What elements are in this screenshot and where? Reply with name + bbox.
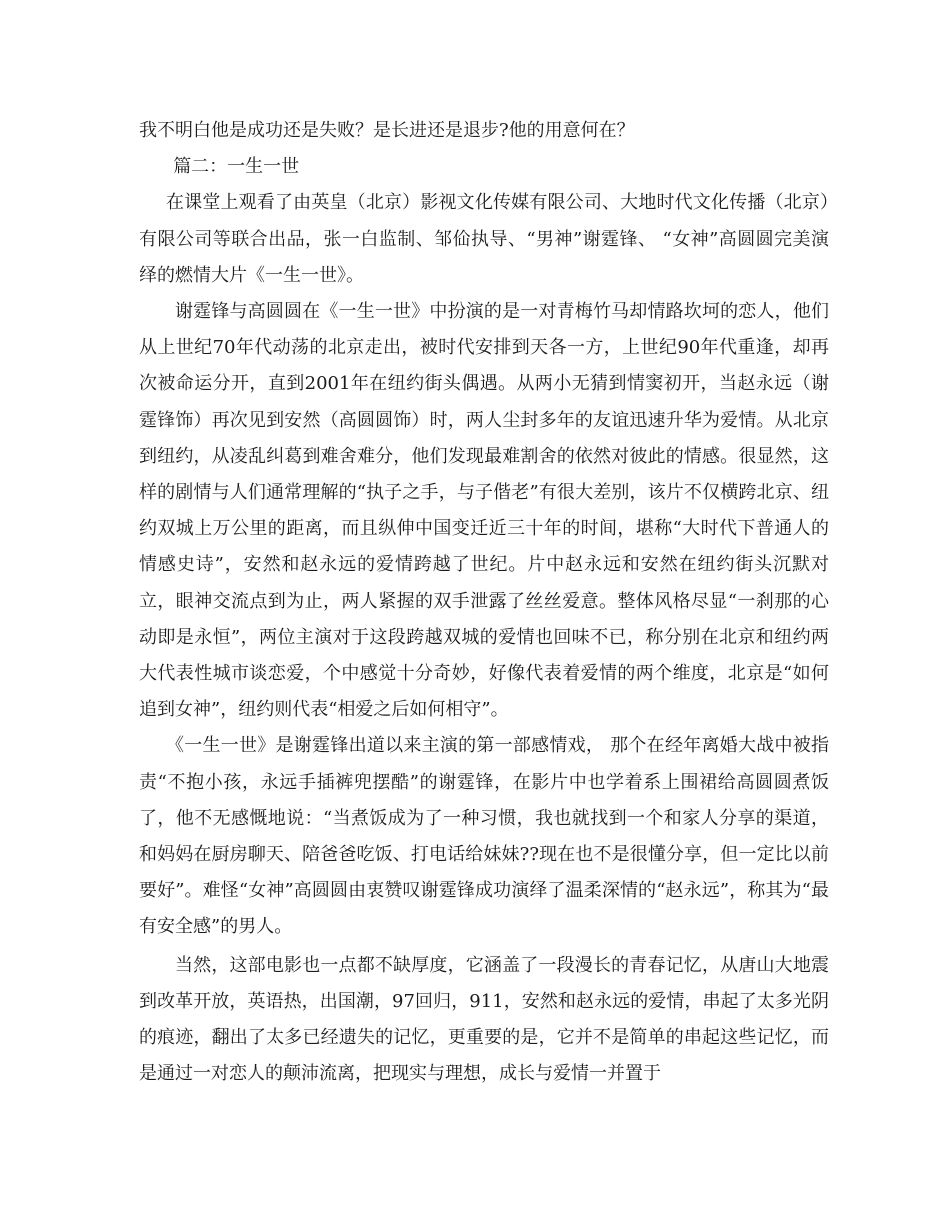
section-heading: 篇二：一生一世 [173,156,300,178]
paragraph-intro: 在课堂上观看了由英皇（北京）影视文化传媒有限公司、大地时代文化传播（北京）有限公司等联合出品，张一白监制、邹佡执导、“男神”谢霆锋、 “女神”高圆圆完美演绎的燃情大片《一生一世》。 [139,192,829,286]
paragraph-depth: 当然，这部电影也一点都不缺厚度，它涵盖了一段漫长的青春记忆，从唐山大地震到改革开放，英语热，出国潮，97回归，911，安然和赵永远的爱情，串起了太多光阴的痕迹，翻出了太多已经遗失的记忆，更重要的是，它并不是简单的串起这些记忆，而是通过一对恋人的颠沛流离，把现实与理想，成长与爱情一并置于 [139,954,829,1085]
document-body [139,113,829,1092]
paragraph-actor: 《一生一世》是谢霆锋出道以来主演的第一部感情戏， 那个在经年离婚大战中被指责“不抱小孩，永远手插裤兜摆酷”的谢霆锋，在影片中也学着系上围裙给高圆圆煮饭了，他不无感慨地说：“当煮饭成为了一种习惯，我也就找到一个和家人分享的渠道，和妈妈在厨房聊天、陪爸爸吃饭、打电话给妹妹??现在也不是很懂分享，但一定比以前要好”。难怪“女神”高圆圆由衷赞叹谢霆锋成功演绎了温柔深情的“赵永远”，称其为“最有安全感”的男人。 [139,735,829,938]
paragraph-plot: 谢霆锋与高圆圆在《一生一世》中扮演的是一对青梅竹马却情路坎坷的恋人，他们从上世纪70年代动荡的北京走出，被时代安排到天各一方，上世纪90年代重逢，却再次被命运分开，直到2001年在纽约街头偶遇。从两小无猜到情窦初开，当赵永远（谢霆锋饰）再次见到安然（高圆圆饰）时，两人尘封多年的友谊迅速升华为爱情。从北京到纽约，从凌乱纠葛到难舍难分，他们发现最难割舍的依然对彼此的情感。很显然，这样的剧情与人们通常理解的“执子之手，与子偕老”有很大差别，该片不仅横跨北京、纽约双城上万公里的距离，而且纵伸中国变迁近三十年的时间，堪称“大时代下普通人的情感史诗”，安然和赵永远的爱情跨越了世纪。片中赵永远和安然在纽约街头沉默对立，眼神交流点到为止，两人紧握的双手泄露了丝丝爱意。整体风格尽显“一刹那的心动即是永恒”，两位主演对于这段跨越双城的爱情也回味不已，称分别在北京和纽约两大代表性城市谈恋爱，个中感觉十分奇妙，好像代表着爱情的两个维度，北京是“如何追到女神”，纽约则代表“相爱之后如何相守”。 [139,301,829,721]
paragraph-continuation: 我不明白他是成功还是失败？是长进还是退步?他的用意何在？ [139,120,635,141]
